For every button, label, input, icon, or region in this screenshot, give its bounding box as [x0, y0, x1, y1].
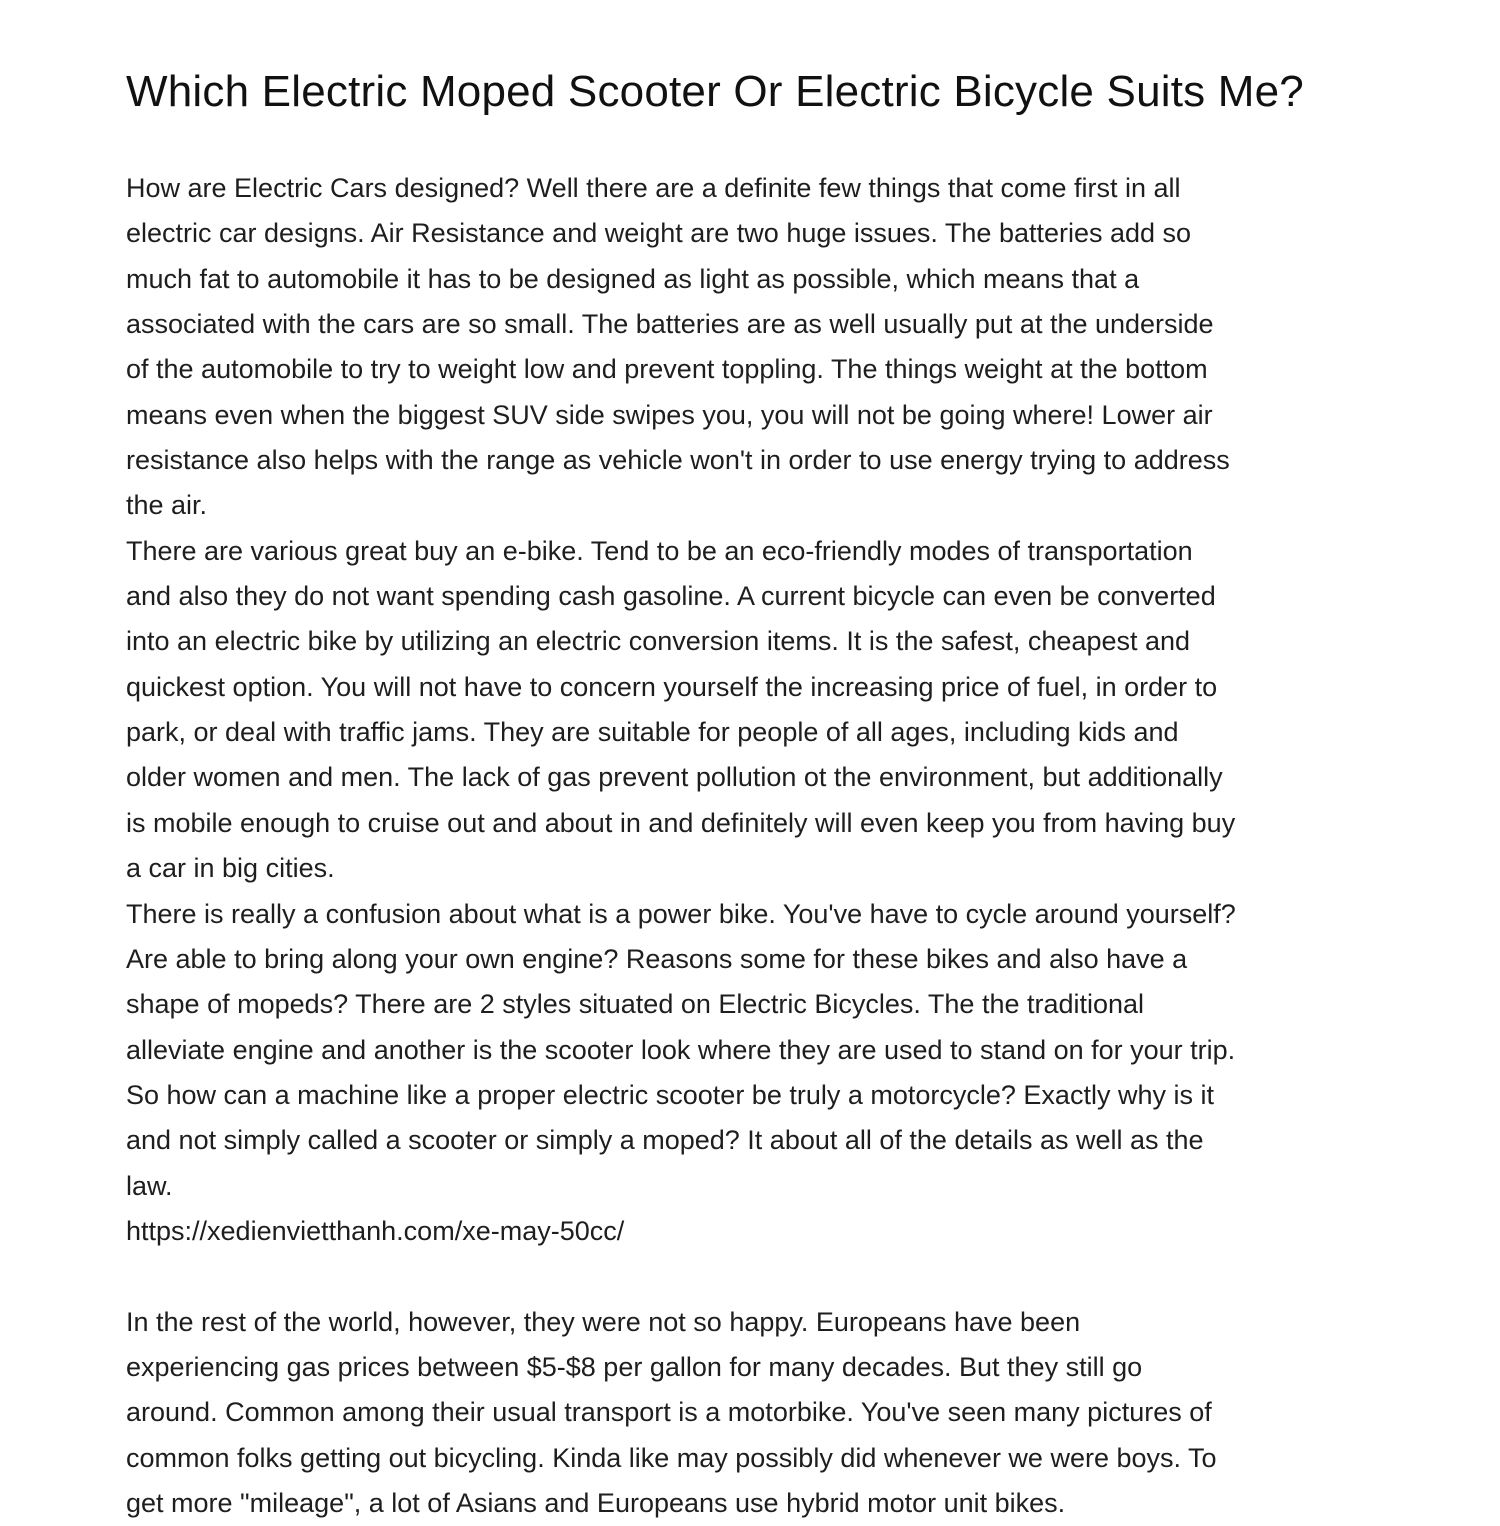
paragraph-line: alleviate engine and another is the scooter look where they are used to stand on for your trip.	[126, 1034, 1236, 1065]
paragraph-line: electric car designs. Air Resistance and weight are two huge issues. The batteries add so	[126, 218, 1192, 249]
paragraph-line: get more "mileage", a lot of Asians and Europeans use hybrid motor unit bikes.	[126, 1487, 1066, 1518]
paragraph-1	[126, 166, 1376, 529]
paragraph-line: There is really a confusion about what is a power bike. You've have to cycle around yourself?	[126, 898, 1236, 929]
paragraph-line: and not simply called a scooter or simply a moped? It about all of the details as well as the	[126, 1125, 1204, 1156]
paragraph-line: much fat to automobile it has to be designed as light as possible, which means that a	[126, 263, 1140, 294]
paragraph-gap	[126, 1254, 1376, 1299]
paragraph-line: means even when the biggest SUV side swipes you, you will not be going where! Lower air	[126, 399, 1213, 430]
paragraph-line: How are Electric Cars designed? Well there are a definite few things that come first in all	[126, 173, 1181, 203]
paragraph-line: law.	[126, 1170, 173, 1201]
paragraph-line: There are various great buy an e-bike. Tend to be an eco-friendly modes of transportation	[126, 535, 1193, 566]
paragraph-line: quickest option. You will not have to concern yourself the increasing price of fuel, in order to	[126, 671, 1218, 702]
paragraph-line: the air.	[126, 490, 208, 521]
paragraph-line: In the rest of the world, however, they were not so happy. Europeans have been	[126, 1306, 1081, 1337]
paragraph-line: common folks getting out bicycling. Kinda like may possibly did whenever we were boys. To	[126, 1442, 1217, 1473]
paragraph-line: experiencing gas prices between $5-$8 per gallon for many decades. But they still go	[126, 1351, 1143, 1382]
paragraph-line: park, or deal with traffic jams. They are suitable for people of all ages, including kids and	[126, 717, 1179, 748]
paragraph-line: a car in big cities.	[126, 853, 335, 884]
paragraph-line: of the automobile to try to weight low and prevent toppling. The things weight at the bottom	[126, 354, 1208, 385]
paragraph-4	[126, 1300, 1376, 1526]
paragraph-2	[126, 529, 1376, 892]
link-paragraph	[126, 1209, 1376, 1254]
document-body	[126, 166, 1376, 1526]
source-link[interactable]: https://xedienvietthanh.com/xe-may-50cc/	[126, 1215, 625, 1246]
paragraph-line: into an electric bike by utilizing an electric conversion items. It is the safest, cheapest and	[126, 626, 1191, 657]
paragraph-line: and also they do not want spending cash gasoline. A current bicycle can even be converted	[126, 581, 1216, 612]
paragraph-line: resistance also helps with the range as vehicle won't in order to use energy trying to address	[126, 445, 1230, 476]
paragraph-line: associated with the cars are so small. The batteries are as well usually put at the underside	[126, 309, 1214, 340]
paragraph-3	[126, 892, 1376, 1209]
paragraph-line: around. Common among their usual transport is a motorbike. You've seen many pictures of	[126, 1397, 1212, 1428]
paragraph-line: So how can a machine like a proper electric scooter be truly a motorcycle? Exactly why is it	[126, 1079, 1214, 1110]
paragraph-line: shape of mopeds? There are 2 styles situated on Electric Bicycles. The the traditional	[126, 989, 1145, 1020]
paragraph-line: Are able to bring along your own engine? Reasons some for these bikes and also have a	[126, 943, 1188, 974]
document-title: Which Electric Moped Scooter Or Electric Bicycle Suits Me?	[126, 67, 1304, 116]
paragraph-line: is mobile enough to cruise out and about in and definitely will even keep you from having buy	[126, 807, 1236, 838]
paragraph-line: older women and men. The lack of gas prevent pollution ot the environment, but additionally	[126, 762, 1223, 793]
